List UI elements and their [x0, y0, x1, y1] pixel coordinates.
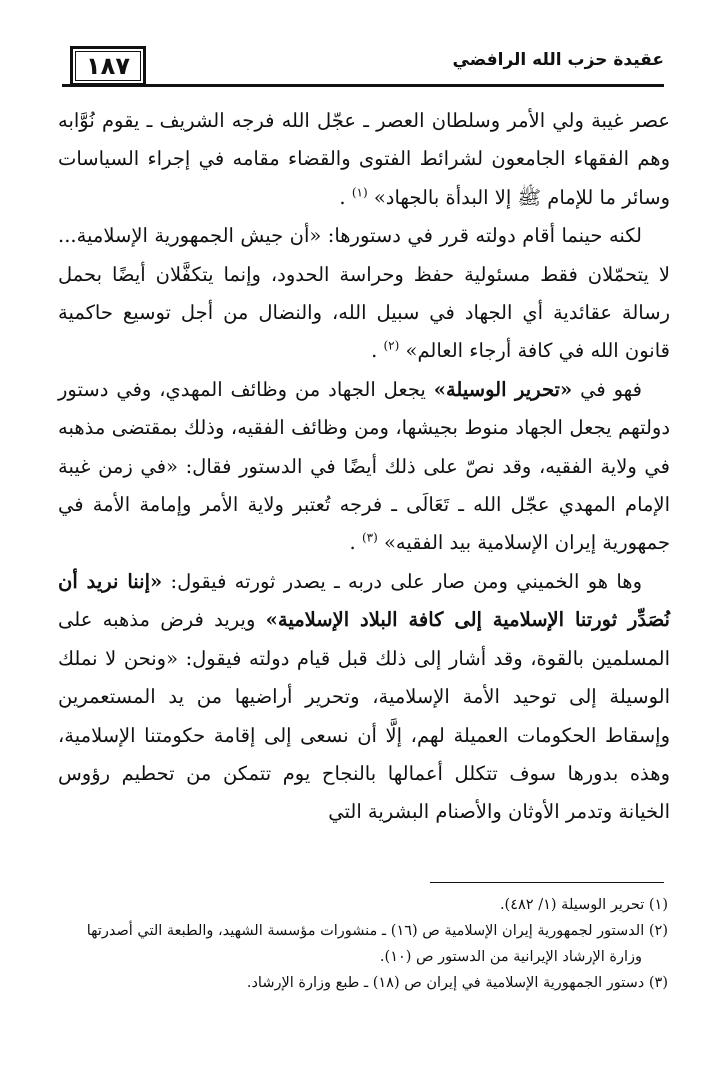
page-number: ١٨٧	[70, 46, 146, 86]
footnote-text: الدستور لجمهورية إيران الإسلامية ص (١٦) ـ منشورات مؤسسة الشهيد، والطبعة التي أصدرتها وزارة الإرشاد الإيرانية من الدستور ص (١٠).	[86, 923, 645, 965]
header-rule	[62, 84, 664, 87]
text-segment: وها هو الخميني ومن صار على دربه ـ يصدر ثورته فيقول:	[162, 569, 642, 593]
footnote-separator	[430, 882, 664, 883]
page-header	[62, 44, 664, 90]
footnote-ref: (٣)	[361, 530, 378, 545]
paragraph	[58, 102, 670, 217]
bold-quote: «إننا نريد أن نُصَدِّر ثورتنا الإسلامية إلى كافة البلاد الإسلامية»	[58, 569, 670, 632]
sentence-end: .	[339, 185, 346, 209]
footnote-text: دستور الجمهورية الإسلامية في إيران ص (١٨) ـ طبع وزارة الإرشاد.	[246, 975, 645, 991]
sentence-end: .	[371, 339, 378, 363]
text-segment: يجعل الجهاد من وظائف المهدي، وفي دستور دولتهم يجعل الجهاد منوط بجيشها، ومن وظائف الفقيه، وذلك بمقتضى مذهبه في ولاية الفقيه، وقد نصّ على ذلك أيضًا في الدستور فقال: «في زمن غيبة الإمام المهدي عجّل الله ـ تَعَالَى ـ فرجه تُعتبر ولاية الأمر وإمامة الأمة في جمهورية إيران الإسلامية بيد الفقيه»	[58, 377, 670, 555]
footnote-marker: (٢)	[648, 923, 668, 939]
book-title: «تحرير الوسيلة»	[433, 377, 573, 401]
footnotes	[58, 892, 668, 996]
footnote	[58, 892, 668, 918]
text-segment: فهو في	[572, 377, 642, 401]
footnote-marker: (١)	[648, 897, 668, 913]
footnote	[58, 970, 668, 996]
sentence-end: .	[349, 531, 356, 555]
text-segment: لكنه حينما أقام دولته قرر في دستورها: «أن جيش الجمهورية الإسلامية... لا يتحمّلان فقط مسئولية حفظ وحراسة الحدود، وإنما يتكفَّلان أيضًا بحمل رسالة عقائدية أي الجهاد في سبيل الله، والنضال من أجل توسيع حاكمية قانون الله في كافة أرجاء العالم»	[58, 224, 670, 363]
footnote	[58, 918, 668, 970]
footnote-ref: (١)	[351, 185, 368, 200]
text-segment: ويريد فرض مذهبه على المسلمين بالقوة، وقد أشار إلى ذلك قبل قيام دولته فيقول: «ونحن لا نملك الوسيلة إلى توحيد الأمة الإسلامية، وتحرير أراضيها من يد المستعمرين وإسقاط الحكومات العميلة لهم، إلَّا أن نسعى إلى إقامة حكومتنا الإسلامية، وهذه بدورها سوف تتكلل أعمالها بالنجاح يوم تتمكن من تحطيم رؤوس الخيانة وتدمر الأوثان والأصنام البشرية التي	[58, 608, 670, 824]
paragraph	[58, 217, 670, 371]
paragraph	[58, 563, 670, 832]
body-text	[58, 102, 670, 832]
footnote-marker: (٣)	[648, 975, 668, 991]
footnote-ref: (٢)	[383, 338, 400, 353]
footnote-text: تحرير الوسيلة (١/ ٤٨٢).	[499, 897, 645, 913]
paragraph	[58, 371, 670, 563]
text-segment: عصر غيبة ولي الأمر وسلطان العصر ـ عجّل الله فرجه الشريف ـ يقوم نُوَّابه وهم الفقهاء الجامعون لشرائط الفتوى والقضاء مقامه في إجراء السياسات وسائر ما للإمام ﷺ إلا البدأة بالجهاد»	[58, 109, 670, 209]
running-title: عقيدة حزب الله الرافضي	[452, 50, 664, 70]
